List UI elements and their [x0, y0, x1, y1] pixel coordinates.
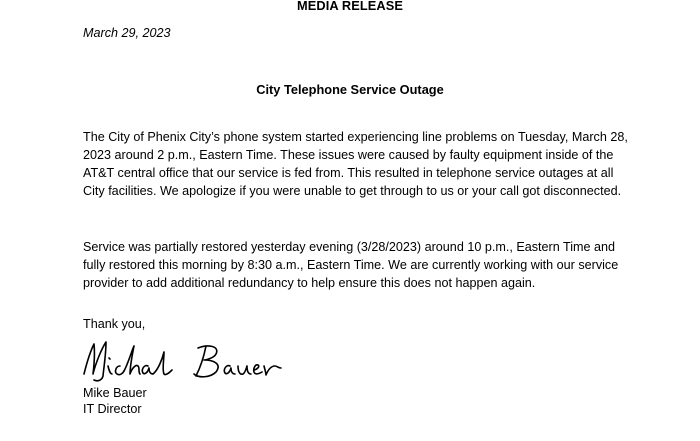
body-paragraph-2: Service was partially restored yesterday evening (3/28/2023) around 10 p.m., Eastern Time and fully restored this morning by 8:30 a.m., Eastern Time. We are currently working with our service provider to add additional redundancy to help ensure this does not happen again. — [83, 240, 619, 290]
signer-name: Mike Bauer — [83, 386, 147, 400]
closing-text: Thank you, — [83, 317, 146, 331]
signer-title: IT Director — [83, 402, 142, 416]
release-subject: City Telephone Service Outage — [256, 82, 444, 97]
body-paragraph-1: The City of Phenix City’s phone system started experiencing line problems on Tuesday, March 28, 2023 around 2 p.m., Eastern Time. These issues were caused by faulty equipment inside of the AT&T central office that our service is fed from. This resulted in telephone service outages at all City facilities. We apologize if you were unable to get through to us or your call got disconnected. — [83, 130, 628, 198]
handwritten-signature — [78, 336, 298, 386]
document-header: MEDIA RELEASE — [296, 0, 404, 13]
release-date: March 29, 2023 — [83, 26, 171, 40]
